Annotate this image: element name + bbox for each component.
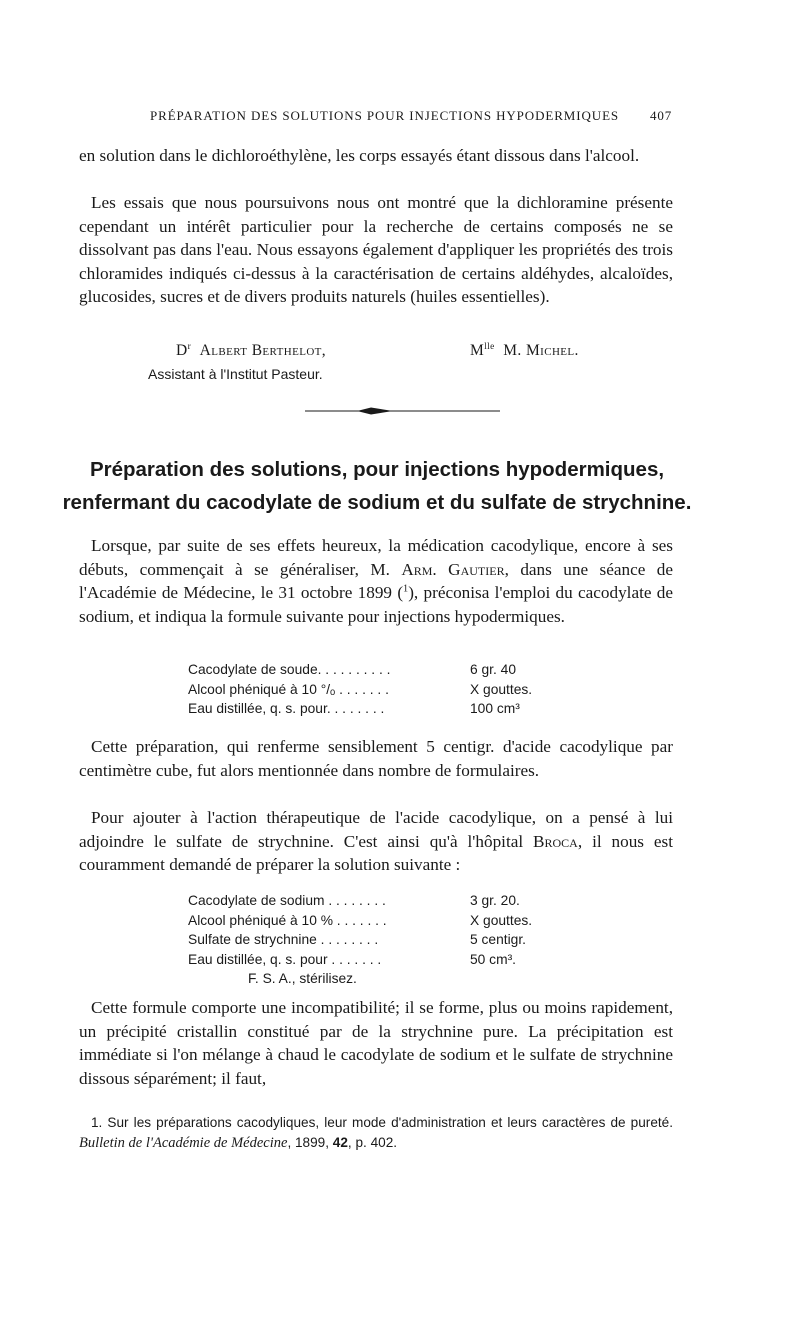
paragraph-1-text-c: ), préconisa l'emploi du cacodylate de sodium, et indiqua la formule suivante pour injections hypodermiques.: [79, 583, 673, 626]
article-paragraph-1: [79, 534, 673, 628]
formula-ingredient: Eau distillée, q. s. pour. . . . . . . .: [188, 701, 385, 716]
footnote-volume: 42: [332, 1135, 348, 1150]
author-1-surname: Albert Berthelot,: [199, 342, 327, 359]
author-2-name: [470, 342, 579, 360]
formula-quantity: X gouttes.: [470, 912, 533, 928]
formula-2-note-row: [188, 969, 588, 989]
author-gautier: Arm. Gautier: [401, 559, 505, 579]
formula-ingredient: Cacodylate de soude. . . . . . . . . .: [188, 662, 391, 677]
formula-quantity: 50 cm³.: [470, 951, 516, 967]
intro-paragraph-2: Les essais que nous poursuivons nous ont montré que la dichloramine présente cependant un intérêt particulier pour la recherche de certains composés ne se dissolvant pas dans l'eau. Nous essayons également d'appliquer les propriétés des trois chloramides indiqués ci-dessus à la caractérisation de certains aldéhydes, alcaloïdes, glucosides, sucres et de divers produits naturels (huiles essentielles).: [79, 193, 673, 307]
formula-quantity: 5 centigr.: [470, 932, 526, 947]
author-1-name: [176, 342, 326, 360]
formula-quantity: 100 cm³: [470, 701, 520, 716]
footnote-text-b: , 1899,: [287, 1135, 333, 1150]
formula-2-row: [188, 950, 588, 970]
formula-1-row: [188, 699, 588, 719]
author-1-prefix: D: [176, 342, 188, 359]
article-title-line-1: Préparation des solutions, pour injections hypodermiques,: [89, 458, 665, 481]
formula-ingredient: Alcool phéniqué à 10 °/ₒ . . . . . . .: [188, 681, 389, 697]
running-title: PRÉPARATION DES SOLUTIONS POUR INJECTIONS HYPODERMIQUES: [150, 108, 620, 123]
footnote-reference: 1: [403, 583, 409, 595]
formula-quantity: 3 gr. 20.: [470, 893, 520, 908]
footnote-text-c: , p. 402.: [347, 1135, 398, 1150]
formula-1: [188, 660, 588, 719]
footnote-journal: Bulletin de l'Académie de Médecine: [79, 1135, 288, 1151]
page-number: 407: [650, 108, 673, 123]
formula-quantity: 6 gr. 40: [470, 662, 517, 677]
formula-ingredient: Sulfate de strychnine . . . . . . . .: [188, 932, 379, 947]
formula-1-row: [188, 660, 588, 680]
formula-2: [188, 891, 588, 989]
section-divider-ornament: [305, 404, 500, 418]
article-title-line-2: renfermant du cacodylate de sodium et du sulfate de strychnine.: [62, 491, 692, 514]
formula-2-note: F. S. A., stérilisez.: [248, 971, 357, 986]
formula-quantity: X gouttes.: [470, 681, 533, 697]
author-1-affiliation: Assistant à l'Institut Pasteur.: [148, 366, 323, 382]
article-paragraph-2: Cette préparation, qui renferme sensiblement 5 centigr. d'acide cacodylique par centimètre cube, fut alors mentionnée dans nombre de formulaires.: [79, 737, 673, 780]
author-2-prefix: M: [470, 342, 485, 359]
author-2-sup: lle: [484, 341, 495, 352]
footnote: [79, 1113, 673, 1153]
formula-2-row: [188, 891, 588, 911]
paragraph-1-text-a: Lorsque, par suite de ses effets heureux, la médication cacodylique, encore à ses débuts, commençait à se généraliser, M.: [79, 536, 673, 579]
paragraph-3-text-a: Pour ajouter à l'action thérapeutique de l'acide cacodylique, on a pensé à lui adjoindre le sulfate de strychnine. C'est ainsi qu'à l'hôpital: [79, 808, 673, 851]
formula-1-row: [188, 680, 588, 700]
article-paragraph-3: [79, 806, 673, 877]
author-2-surname: M. Michel.: [503, 342, 579, 359]
formula-ingredient: Alcool phéniqué à 10 % . . . . . . .: [188, 912, 387, 928]
running-head: [0, 104, 800, 128]
formula-ingredient: Eau distillée, q. s. pour . . . . . . .: [188, 951, 382, 967]
footnote-text-a: Sur les préparations cacodyliques, leur mode d'administration et leurs caractères de pureté.: [102, 1115, 673, 1130]
intro-paragraph-1: en solution dans le dichloroéthylène, les corps essayés étant dissous dans l'alcool.: [79, 146, 640, 165]
formula-2-row: [188, 911, 588, 931]
author-1-sup: r: [187, 341, 192, 352]
formula-2-row: [188, 930, 588, 950]
paragraph-1-text-b: , dans une séance de l'Académie de Médecine, le 31 octobre 1899 (: [79, 559, 673, 603]
hospital-broca: Broca: [533, 831, 578, 851]
article-paragraph-4: Cette formule comporte une incompatibilité; il se forme, plus ou moins rapidement, un précipité cristallin constitué par de la strychnine pure. La précipitation est immédiate si l'on mélange à chaud le cacodylate de sodium et le sulfate de strychnine dissous séparément; il faut,: [79, 998, 673, 1088]
footnote-number: 1.: [91, 1115, 103, 1130]
paragraph-3-text-b: , il nous est couramment demandé de préparer la solution suivante :: [79, 831, 673, 875]
formula-ingredient: Cacodylate de sodium . . . . . . . .: [188, 893, 386, 908]
